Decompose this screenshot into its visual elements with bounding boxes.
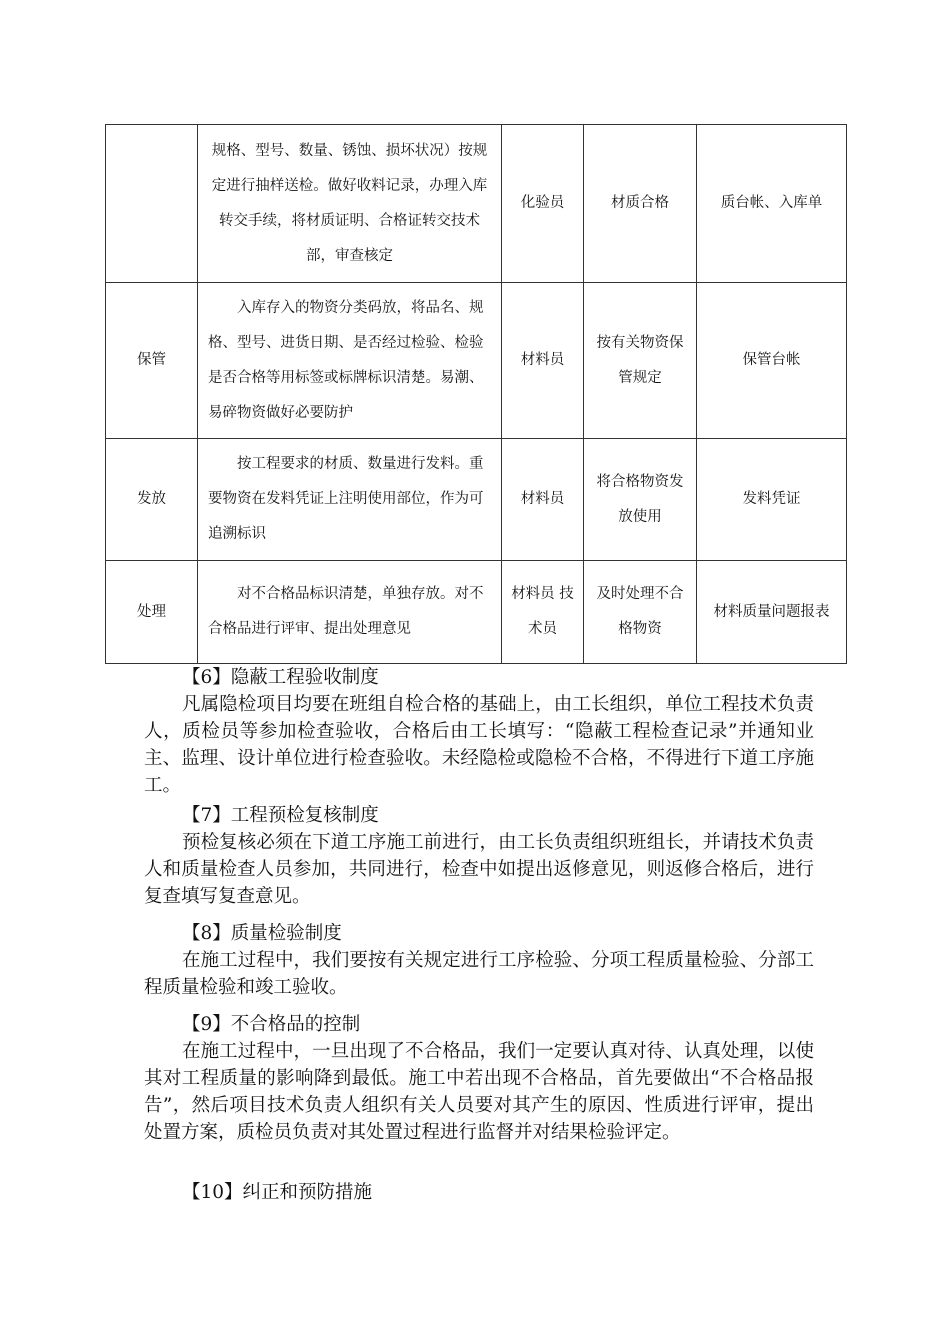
person-cell: 材料员 <box>502 439 584 561</box>
record-cell: 质台帐、入库单 <box>697 125 847 283</box>
section-8 <box>144 920 814 1001</box>
content-cell: 入库存入的物资分类码放，将品名、规格、型号、进货日期、是否经过检验、检验是否合格等用标签或标牌标识清楚。易潮、易碎物资做好必要防护 <box>198 283 502 439</box>
content-cell: 对不合格品标识清楚，单独存放。对不合格品进行评审、提出处理意见 <box>198 561 502 664</box>
table-row <box>106 283 847 439</box>
section-heading: 【10】纠正和预防措施 <box>182 1182 373 1203</box>
content-cell: 规格、型号、数量、锈蚀、损坏状况）按规定进行抽样送检。做好收料记录，办理入库转交手续，将材质证明、合格证转交技术部，审查核定 <box>198 125 502 283</box>
standard-cell: 及时处理不合格物资 <box>584 561 697 664</box>
stage-cell: 处理 <box>106 561 198 664</box>
record-cell: 发料凭证 <box>697 439 847 561</box>
section-heading: 【9】不合格品的控制 <box>182 1014 361 1035</box>
table-row <box>106 439 847 561</box>
table-row <box>106 561 847 664</box>
record-cell: 材料质量问题报表 <box>697 561 847 664</box>
section-heading: 【7】工程预检复核制度 <box>182 805 379 826</box>
standard-cell: 将合格物资发放使用 <box>584 439 697 561</box>
section-heading: 【6】隐蔽工程验收制度 <box>182 667 379 688</box>
stage-cell <box>106 125 198 283</box>
standard-cell: 材质合格 <box>584 125 697 283</box>
standard-cell: 按有关物资保管规定 <box>584 283 697 439</box>
section-heading: 【8】质量检验制度 <box>182 923 342 944</box>
person-cell: 材料员 <box>502 283 584 439</box>
content-cell: 按工程要求的材质、数量进行发料。重要物资在发料凭证上注明使用部位，作为可追溯标识 <box>198 439 502 561</box>
material-control-table <box>105 124 847 664</box>
section-10 <box>144 1179 814 1206</box>
person-cell: 材料员 技术员 <box>502 561 584 664</box>
section-body: 凡属隐检项目均要在班组自检合格的基础上，由工长组织，单位工程技术负责人，质检员等参加检查验收，合格后由工长填写：“隐蔽工程检查记录”并通知业主、监理、设计单位进行检查验收。未经隐检或隐检不合格，不得进行下道工序施工。 <box>144 694 814 796</box>
table-row <box>106 125 847 283</box>
section-7 <box>144 802 814 910</box>
section-6 <box>144 664 814 799</box>
stage-cell: 保管 <box>106 283 198 439</box>
record-cell: 保管台帐 <box>697 283 847 439</box>
section-body: 在施工过程中，一旦出现了不合格品，我们一定要认真对待、认真处理，以使其对工程质量的影响降到最低。施工中若出现不合格品，首先要做出“不合格品报告”，然后项目技术负责人组织有关人员要对其产生的原因、性质进行评审，提出处置方案，质检员负责对其处置过程进行监督并对结果检验评定。 <box>144 1041 814 1143</box>
stage-cell: 发放 <box>106 439 198 561</box>
section-body: 预检复核必须在下道工序施工前进行，由工长负责组织班组长，并请技术负责人和质量检查人员参加，共同进行，检查中如提出返修意见，则返修合格后，进行复查填写复查意见。 <box>144 832 814 907</box>
section-body: 在施工过程中，我们要按有关规定进行工序检验、分项工程质量检验、分部工程质量检验和竣工验收。 <box>144 950 814 998</box>
section-9 <box>144 1011 814 1146</box>
person-cell: 化验员 <box>502 125 584 283</box>
